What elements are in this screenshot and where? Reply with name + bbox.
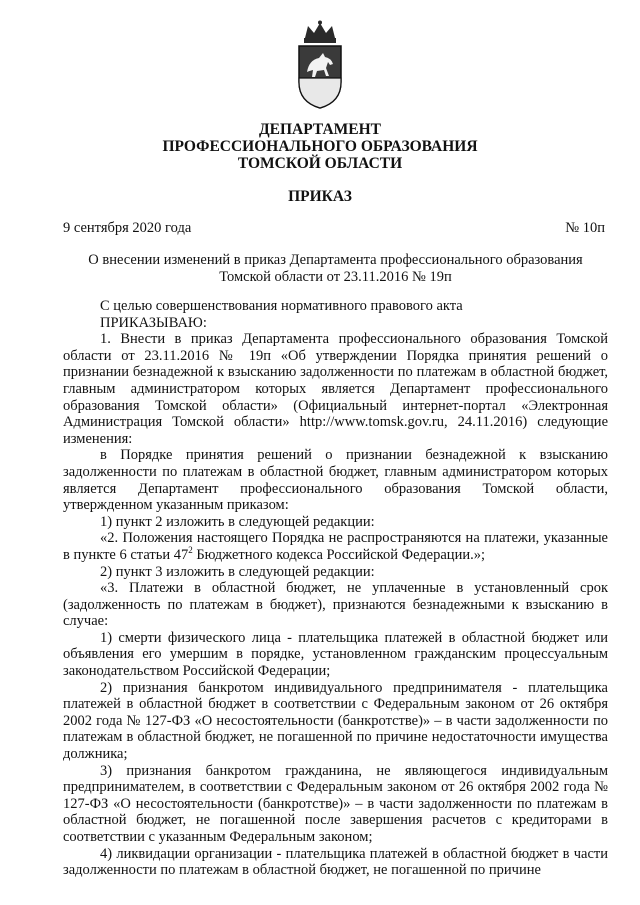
document-body <box>63 298 608 879</box>
document-type: ПРИКАЗ <box>288 188 352 205</box>
item-2-heading: 2) пункт 3 изложить в следующей редакции: <box>100 563 375 580</box>
item-1-text-part-a: «2. Положения настоящего Порядка не распространяются на платежи, указанные в пункте 6 статьи 47 <box>63 530 608 563</box>
item-1-text <box>63 530 608 563</box>
item-3-text: «3. Платежи в областной бюджет, не уплаченные в установленный срок (задолженность по платежам в бюджет), признаются безнадежными к взысканию в случае: <box>63 580 608 630</box>
item-1-heading: 1) пункт 2 изложить в следующей редакции: <box>100 513 375 530</box>
order-word: ПРИКАЗЫВАЮ: <box>100 314 207 331</box>
document-number: № 10п <box>565 220 605 236</box>
case-4: 4) ликвидации организации - плательщика платежей в областной бюджет в части задолженности по платежам в областной бюджет, не погашенной по причине <box>63 845 608 879</box>
clause-1: 1. Внести в приказ Департамента профессионального образования Томской области от 23.11.2016 № 19п «Об утверждении Порядка принятия решений о признании безнадежной к взысканию задолженности по платежам в областной бюджет, главным администратором которых является Департамент профессионального образования Томской области» (Официальный интернет-портал «Электронная Администрация Томской области» http://www.tomsk.gov.ru, 24.11.2016) следующие изменения: <box>63 331 608 447</box>
department-title-line-3: ТОМСКОЙ ОБЛАСТИ <box>237 155 403 172</box>
document-date: 9 сентября 2020 года <box>63 220 192 236</box>
department-title-line-1: ДЕПАРТАМЕНТ <box>258 121 382 138</box>
superscript: 2 <box>188 545 193 556</box>
case-3: 3) признания банкротом гражданина, не являющегося индивидуальным предпринимателем, в соответствии с Федеральным законом от 26 октября 2002 года № 127-ФЗ «О несостоятельности (банкротстве)» – в части задолженности по платежам в областной бюджет, не погашенной после завершения расчетов с кредиторами в соответствии с указанным Федеральным законом; <box>63 762 608 845</box>
preamble: С целью совершенствования нормативного правового акта <box>100 298 463 314</box>
item-1-text-part-b: Бюджетного кодекса Российской Федерации.»; <box>192 546 485 563</box>
case-1: 1) смерти физического лица - плательщика платежей в областной бюджет или объявления его умершим в порядке, установленном гражданским процессуальным законодательством Российской Федерации; <box>63 629 608 680</box>
document-subject: О внесении изменений в приказ Департамента профессионального образования Томской области от 23.11.2016 № 19п <box>88 252 583 285</box>
case-2: 2) признания банкротом индивидуального предпринимателя - плательщика платежей в областной бюджет в соответствии с Федеральным законом от 26 октября 2002 года № 127-ФЗ «О несостоятельности (банкротстве)» – в части задолженности по платежам в областной бюджет, не погашенной по причине недостаточности имущества должника; <box>63 679 608 763</box>
department-title-line-2: ПРОФЕССИОНАЛЬНОГО ОБРАЗОВАНИЯ <box>162 138 478 155</box>
clause-procedure: в Порядке принятия решений о признании безнадежной к взысканию задолженности по платежам в областной бюджет, главным администратором которых является Департамент профессионального образования Томской области, утвержденном указанным приказом: <box>63 447 608 514</box>
coat-of-arms-icon <box>293 20 347 110</box>
